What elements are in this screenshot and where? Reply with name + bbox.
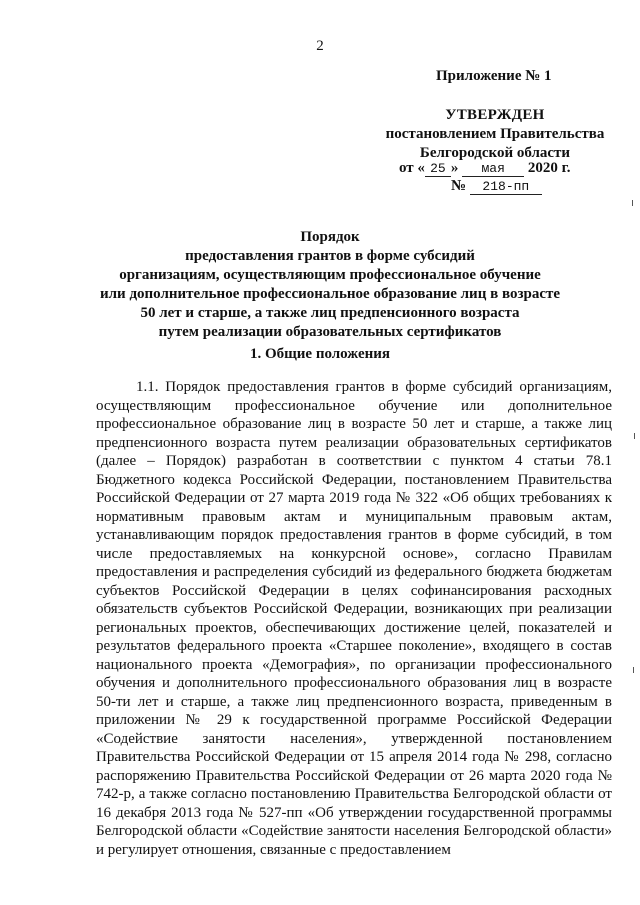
number-prefix: № xyxy=(451,178,467,194)
approval-number xyxy=(451,178,542,195)
scan-mark xyxy=(632,200,633,206)
scan-mark xyxy=(633,667,634,673)
title-line: предоставления грантов в форме субсидий xyxy=(185,248,475,264)
approval-by: постановлением Правительства xyxy=(385,126,605,142)
title-line: 50 лет и старше, а также лиц предпенсионного возраста xyxy=(140,305,520,321)
date-day: 25 xyxy=(425,161,451,177)
date-month: мая xyxy=(462,161,524,177)
date-prefix: от « xyxy=(399,160,425,176)
document-number: 218-пп xyxy=(470,179,542,195)
title-line: или дополнительное профессиональное образование лиц в возрасте xyxy=(100,286,560,302)
title-line: организациям, осуществляющим профессиональное обучение xyxy=(119,267,541,283)
page-number: 2 xyxy=(316,38,324,54)
scan-mark xyxy=(634,433,635,439)
date-mid: » xyxy=(450,160,459,176)
appendix-label: Приложение № 1 xyxy=(436,68,552,84)
body-text xyxy=(96,378,612,859)
approval-date xyxy=(399,160,571,177)
title-line: путем реализации образовательных сертификатов xyxy=(158,324,502,340)
title-line: Порядок xyxy=(300,229,360,245)
approval-title: УТВЕРЖДЕН xyxy=(445,107,545,123)
section-heading: 1. Общие положения xyxy=(249,346,391,362)
date-year: 2020 г. xyxy=(527,160,571,176)
approval-region: Белгородской области xyxy=(419,145,571,161)
paragraph: 1.1. Порядок предоставления грантов в форме субсидий организациям, осуществляющим профессиональное обучение или дополнительное профессиональное образование лиц в возрасте 50 лет и старше, а также лиц предпенсионного возраста путем реализации образовательных сертификатов (далее – Порядок) разработан в соответствии с пунктом 4 статьи 78.1 Бюджетного кодекса Российской Федерации, постановлением Правительства Российской Федерации от 27 марта 2019 года № 322 «Об общих требованиях к нормативным правовым актам и муниципальным правовым актам, устанавливающим порядок предоставления грантов в форме субсидий, в том числе предоставляемых на конкурсной основе», согласно Правилам предоставления и распределения субсидий из федерального бюджета бюджетам субъектов Российской Федерации в целях софинансирования расходных обязательств субъектов Российской Федерации, возникающих при реализации региональных проектов, обеспечивающих достижение целей, показателей и результатов федерального проекта «Старшее поколение», входящего в состав национального проекта «Демография», по организации профессионального обучения и дополнительного профессионального образования лиц в возрасте 50-ти лет и старше, а также лиц предпенсионного возраста, приведенным в приложении № 29 к государственной программе Российской Федерации «Содействие занятости населения», утвержденной постановлением Правительства Российской Федерации от 15 апреля 2014 года № 298, согласно распоряжению Правительства Российской Федерации от 26 марта 2020 года № 742-р, а также согласно постановлению Правительства Белгородской области от 16 декабря 2013 года № 527-пп «Об утверждении государственной программы Белгородской области «Содействие занятости населения Белгородской области» и регулирует отношения, связанные с предоставлением xyxy=(96,379,612,858)
